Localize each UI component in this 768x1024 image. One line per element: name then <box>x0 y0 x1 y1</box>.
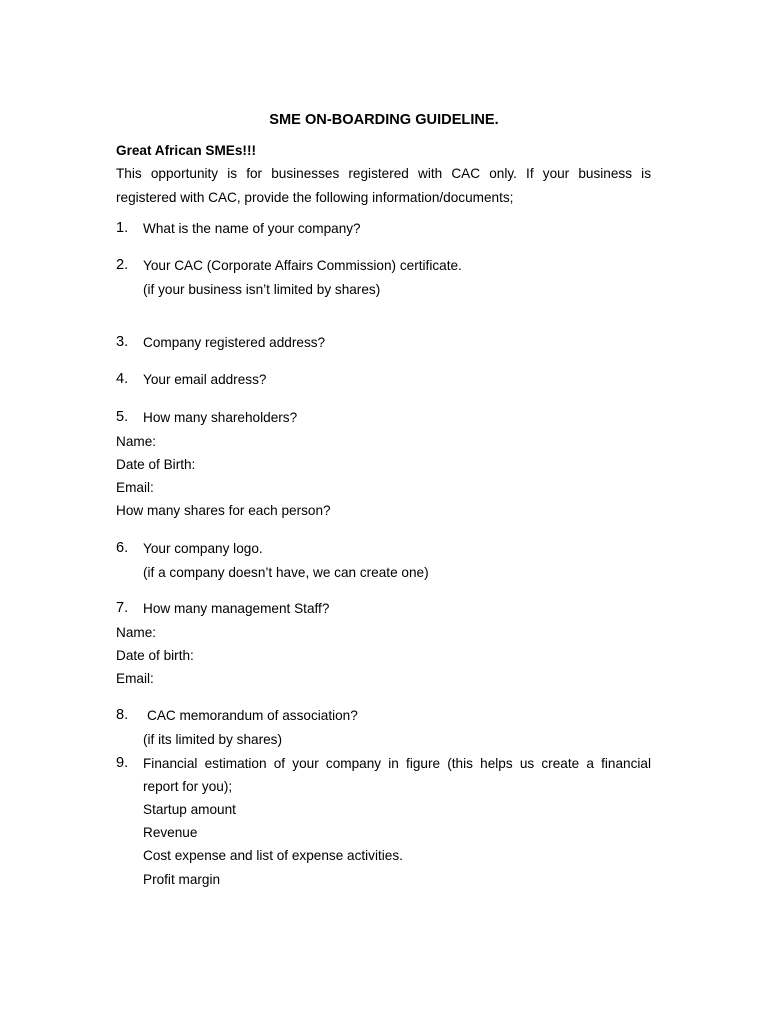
item-5-text: How many shareholders? <box>143 410 298 425</box>
greeting: Great African SMEs!!! <box>116 143 256 158</box>
item-2-text: Your CAC (Corporate Affairs Commission) certificate. <box>143 258 462 273</box>
item-6-number: 6. <box>116 540 129 556</box>
intro-line-1: This opportunity is for businesses registered with CAC only. If your business is <box>116 166 651 181</box>
intro-line-2: registered with CAC, provide the following information/documents; <box>116 190 514 205</box>
item-8-note: (if its limited by shares) <box>143 732 282 747</box>
item-5-field-name: Name: <box>116 434 157 449</box>
item-3-text: Company registered address? <box>143 335 326 350</box>
item-1-text: What is the name of your company? <box>143 221 361 236</box>
item-9-text-line-2: report for you); <box>143 779 233 794</box>
item-9-sub-revenue: Revenue <box>143 825 198 840</box>
item-9-sub-cost: Cost expense and list of expense activities. <box>143 848 403 863</box>
document-title: SME ON-BOARDING GUIDELINE. <box>269 112 499 128</box>
item-2-number: 2. <box>116 257 129 273</box>
item-6-text: Your company logo. <box>143 541 263 556</box>
item-2-note: (if your business isn’t limited by shares) <box>143 282 381 297</box>
item-9-sub-startup: Startup amount <box>143 802 236 817</box>
item-7-number: 7. <box>116 600 129 616</box>
item-7-field-dob: Date of birth: <box>116 648 194 663</box>
item-5-field-dob: Date of Birth: <box>116 457 196 472</box>
item-5-field-email: Email: <box>116 480 154 495</box>
item-8-number: 8. <box>116 707 129 723</box>
item-1-number: 1. <box>116 220 129 236</box>
item-7-text: How many management Staff? <box>143 601 330 616</box>
item-4-text: Your email address? <box>143 372 267 387</box>
item-8-text: CAC memorandum of association? <box>147 708 358 723</box>
item-9-number: 9. <box>116 755 129 771</box>
item-7-field-name: Name: <box>116 625 157 640</box>
item-4-number: 4. <box>116 371 129 387</box>
item-3-number: 3. <box>116 334 129 350</box>
item-5-field-shares: How many shares for each person? <box>116 503 331 518</box>
item-6-note: (if a company doesn’t have, we can create one) <box>143 565 429 580</box>
item-9-text-line-1: Financial estimation of your company in figure (this helps us create a financial <box>143 756 651 771</box>
item-7-field-email: Email: <box>116 671 154 686</box>
item-5-number: 5. <box>116 409 129 425</box>
item-9-sub-profit: Profit margin <box>143 872 221 887</box>
